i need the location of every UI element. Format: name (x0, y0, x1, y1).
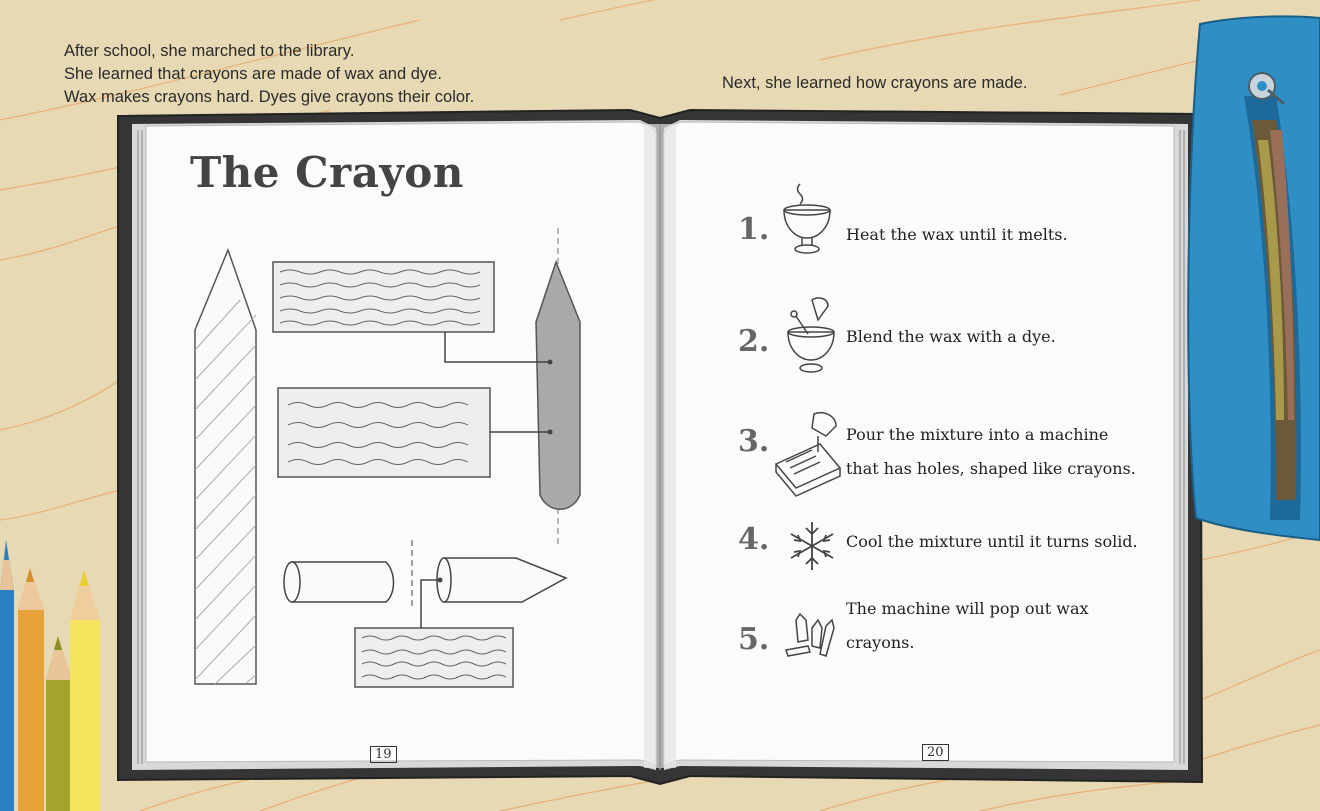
label-box-1 (273, 262, 550, 362)
step-text: Heat the wax until it melts. (846, 225, 1068, 244)
page-number-right: 20 (922, 744, 949, 761)
crayon-pieces-illustration (284, 540, 566, 610)
narration-line: After school, she marched to the library. (64, 42, 355, 60)
label-box-2 (278, 388, 550, 477)
step-text: Blend the wax with a dye. (846, 327, 1056, 346)
gray-crayon-illustration (536, 228, 580, 545)
step-number: 1. (738, 212, 770, 247)
page-number-left: 19 (370, 746, 397, 763)
step-text: The machine will pop out wax crayons. (846, 599, 1089, 652)
crayon-cross-section-illustration (195, 250, 256, 684)
step-number: 5. (738, 622, 770, 657)
narration-right: Next, she learned how crayons are made. (722, 74, 1028, 92)
step-text: Pour the mixture into a machine that has holes, shaped like crayons. (846, 425, 1136, 478)
step-number: 3. (738, 424, 770, 459)
step-number: 4. (738, 522, 770, 557)
narration-line: Wax makes crayons hard. Dyes give crayons their color. (64, 88, 475, 106)
step-text: Cool the mixture until it turns solid. (846, 532, 1138, 551)
step-number: 2. (738, 324, 770, 359)
narration-line: She learned that crayons are made of wax and dye. (64, 65, 442, 83)
page-title: The Crayon (190, 148, 464, 197)
